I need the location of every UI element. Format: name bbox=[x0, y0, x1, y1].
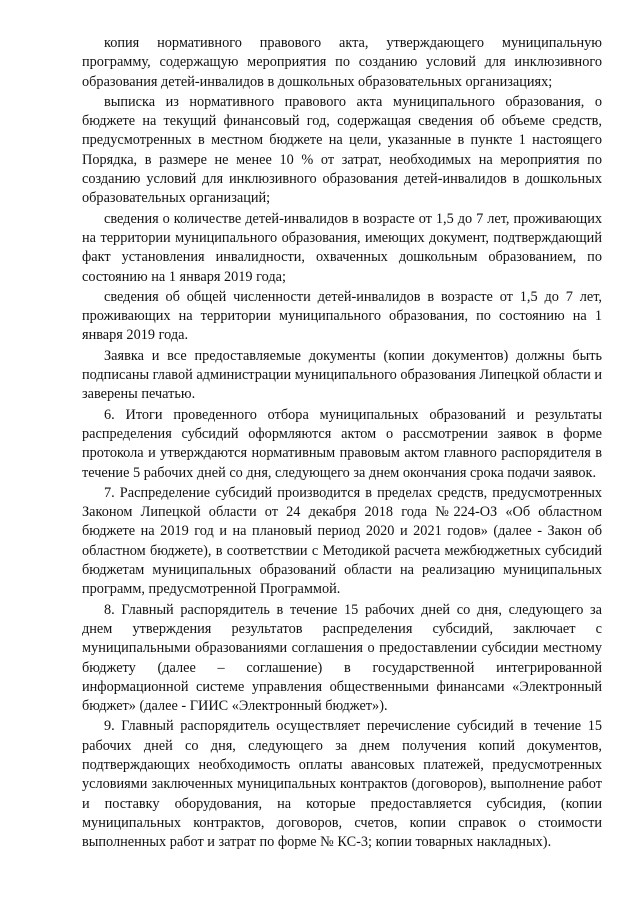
paragraph-application-signature: Заявка и все предоставляемые документы (копии документов) должны быть подписаны главой администрации муниципального образования Липецкой области и заверены печатью. bbox=[82, 347, 602, 403]
paragraph-item-8: 8. Главный распорядитель в течение 15 рабочих дней со дня, следующего за днем утверждения результатов распределения субсидий, заключает с муниципальными образованиями соглашения о предоставлении субсидии местному бюджету (далее – соглашение) в государственной интегрированной информационной системе управления общественными финансами «Электронный бюджет» (далее - ГИИС «Электронный бюджет»). bbox=[82, 601, 602, 715]
paragraph-item-6: 6. Итоги проведенного отбора муниципальных образований и результаты распределения субсидий оформляются актом о рассмотрении заявок в форме протокола и утверждаются нормативным правовым актом главного распорядителя в течение 5 рабочих дней со дня, следующего за днем окончания срока подачи заявок. bbox=[82, 406, 602, 481]
paragraph-normative-act-copy: копия нормативного правового акта, утверждающего муниципальную программу, содержащую мероприятия по созданию условий для инклюзивного образования детей-инвалидов в дошкольных образовательных организациях; bbox=[82, 35, 602, 90]
paragraph-total-children: сведения об общей численности детей-инвалидов в возрасте от 1,5 до 7 лет, проживающих на территории муниципального образования, по состоянию на 1 января 2019 года. bbox=[82, 288, 602, 344]
paragraph-item-7: 7. Распределение субсидий производится в пределах средств, предусмотренных Законом Липецкой области от 24 декабря 2018 года №224-ОЗ «Об областном бюджете на 2019 год и на плановый период 2020 и 2021 годов» (далее - Закон об областном бюджете), в соответствии с Методикой расчета межбюджетных субсидий бюджетам муниципальных образований области на реализацию муниципальных программ, предусмотренной Программой. bbox=[82, 484, 602, 598]
paragraph-budget-extract: выписка из нормативного правового акта муниципального образования, о бюджете на текущий финансовый год, содержащая сведения об объеме средств, предусмотренных в местном бюджете на цели, указанные в пункте 1 настоящего Порядка, в размере не менее 10 % от затрат, необходимых на мероприятия по созданию условий для инклюзивного образования детей-инвалидов в дошкольных образовательных организаций; bbox=[82, 93, 602, 207]
document-body bbox=[82, 34, 602, 853]
paragraph-children-count: сведения о количестве детей-инвалидов в возрасте от 1,5 до 7 лет, проживающих на территории муниципального образования, имеющих документ, подтверждающий факт установления инвалидности, охваченных дошкольным образованием, по состоянию на 1 января 2019 года; bbox=[82, 210, 602, 285]
paragraph-item-9: 9. Главный распорядитель осуществляет перечисление субсидий в течение 15 рабочих дней со дня, следующего за днем получения копий документов, подтверждающих необходимость оплаты авансовых платежей, предусмотренных условиями заключенных муниципальных контрактов (договоров), выполнение работ и поставку оборудования, на которые предоставляется субсидия, (копии муниципальных контрактов, договоров, счетов, копии справок о стоимости выполненных работ и затрат по форме № КС-3; копии товарных накладных). bbox=[82, 718, 602, 851]
